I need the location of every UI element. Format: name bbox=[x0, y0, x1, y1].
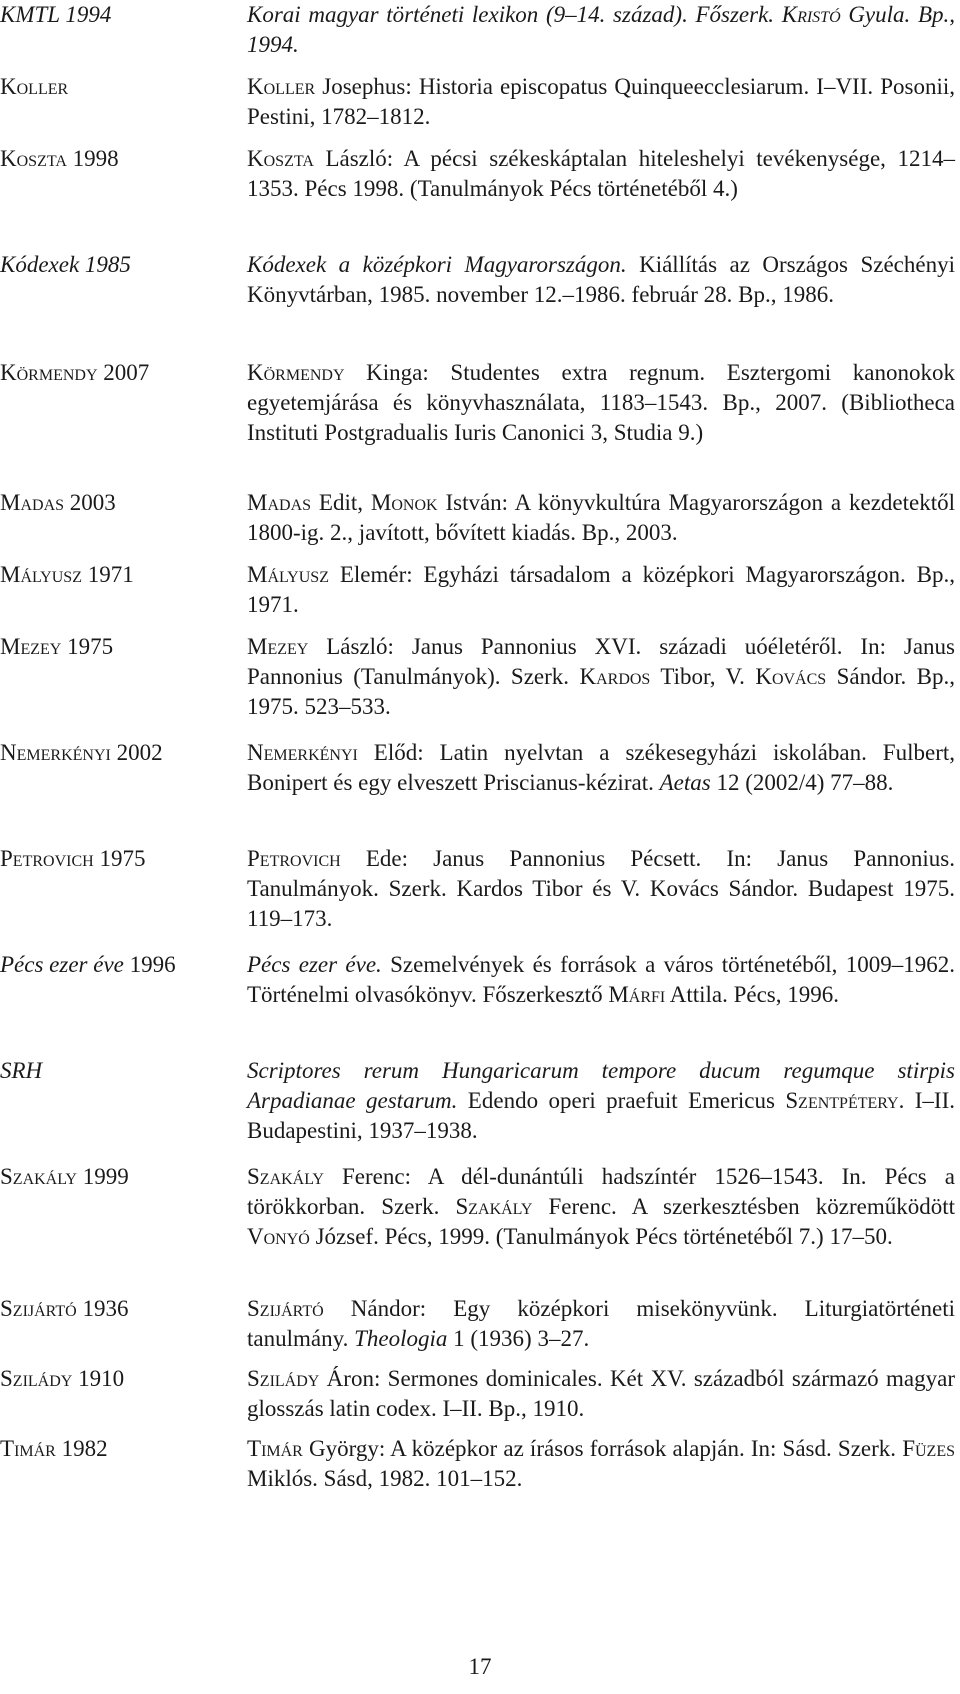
text-run: T bbox=[0, 1436, 15, 1461]
text-run: 2007 bbox=[97, 360, 150, 385]
text-run: S bbox=[247, 1164, 260, 1189]
text-run: M bbox=[0, 490, 21, 515]
text-run: M bbox=[370, 490, 392, 515]
text-run: Korai magyar történeti lexikon (9–14. század). Főszerk. bbox=[247, 2, 782, 27]
text-run: 2003 bbox=[64, 490, 116, 515]
text-run: Gyula. Bp., 1994. bbox=[247, 2, 955, 57]
text-run: zijártó bbox=[259, 1296, 324, 1321]
entry-abbreviation bbox=[0, 1056, 235, 1086]
text-run: S bbox=[247, 1296, 260, 1321]
text-run: K bbox=[247, 74, 264, 99]
entry-abbreviation bbox=[0, 0, 235, 30]
text-run: 12 (2002/4) 77–88. bbox=[710, 770, 894, 795]
text-run: M bbox=[247, 490, 268, 515]
text-run: M bbox=[247, 562, 268, 587]
text-run: F bbox=[902, 1436, 915, 1461]
text-run: Edendo operi praefuit Emericus bbox=[457, 1088, 786, 1113]
text-run: ezey bbox=[20, 634, 62, 659]
text-run: Ferenc. A szerkesztésben közreműködött bbox=[532, 1194, 955, 1219]
text-run: P bbox=[247, 846, 260, 871]
text-run: zentpéte bbox=[798, 1088, 878, 1113]
entry-citation bbox=[247, 950, 955, 1010]
text-run: árfi bbox=[628, 982, 666, 1007]
text-run: Theologia bbox=[354, 1326, 448, 1351]
text-run: etrovich bbox=[12, 846, 94, 871]
text-run: Ferenc: A dél-dunántúli hadszíntér 1526–1543. In. Pécs a törökkorban. Szerk. bbox=[247, 1164, 955, 1219]
text-run: N bbox=[0, 740, 17, 765]
text-run: K bbox=[247, 360, 264, 385]
entry-citation bbox=[247, 358, 955, 448]
text-run: 1975 bbox=[61, 634, 114, 659]
text-run: László: A pécsi székeskáptalan hiteleshelyi tevékenysége, 1214–1353. Pécs 1998. (Tanulmányok Pécs történetéből 4.) bbox=[247, 146, 955, 201]
text-run: Szemelvények és források a város történetéből, 1009–1962. Történelmi olvasókönyv. Főszerkesztő bbox=[247, 952, 955, 1007]
text-run: 1971 bbox=[81, 562, 134, 587]
text-run: 1975 bbox=[93, 846, 146, 871]
entry-citation bbox=[247, 72, 955, 132]
entry-abbreviation bbox=[0, 1434, 235, 1464]
text-run: ristó bbox=[797, 2, 841, 27]
text-run: Kódexek 1985 bbox=[0, 252, 131, 277]
text-run: 1982 bbox=[55, 1436, 108, 1461]
text-run: oller bbox=[16, 74, 69, 99]
text-run: zakály bbox=[259, 1164, 324, 1189]
text-run: K bbox=[0, 146, 17, 171]
entry-citation bbox=[247, 738, 955, 798]
text-run: M bbox=[0, 634, 21, 659]
text-run: Ede: Janus Pannonius Pécsett. In: Janus Pannonius. Tanulmányok. Szerk. Kardos Tibor és V. Kovács Sándor. Budapest 1975. 119–173. bbox=[247, 846, 955, 931]
text-run: imár bbox=[261, 1436, 303, 1461]
text-run: zakály bbox=[12, 1164, 77, 1189]
text-run: Scriptores rerum Hungaricarum tempore ducum regumque stirpis Arpadianae gestarum. bbox=[247, 1058, 955, 1113]
text-run: S bbox=[247, 1366, 260, 1391]
text-run: Aetas bbox=[659, 770, 711, 795]
text-run: üzes bbox=[915, 1436, 955, 1461]
text-run: adas bbox=[20, 490, 65, 515]
entry-citation bbox=[247, 1434, 955, 1494]
text-run: K bbox=[781, 2, 798, 27]
entry-citation bbox=[247, 632, 955, 722]
text-run: 1999 bbox=[76, 1164, 129, 1189]
text-run: Pécs ezer éve. bbox=[247, 952, 382, 977]
text-run: ezey bbox=[267, 634, 309, 659]
text-run: zakály bbox=[468, 1194, 533, 1219]
text-run: Előd: Latin nyelvtan a székesegyházi iskolában. Fulbert, Bonipert és egy elveszett Priscianus-kézirat. bbox=[247, 740, 955, 795]
entry-abbreviation bbox=[0, 560, 235, 590]
entry-abbreviation bbox=[0, 1162, 235, 1192]
text-run: etrovich bbox=[259, 846, 341, 871]
entry-citation bbox=[247, 560, 955, 620]
text-run: M bbox=[247, 634, 268, 659]
text-run: Áron: Sermones dominicales. Két XV. századból származó magyar glosszás latin codex. I–II. Bp., 1910. bbox=[247, 1366, 955, 1421]
text-run: 1996 bbox=[123, 952, 176, 977]
text-run: László: Janus Pannonius XVI. századi uóéletéről. In: Janus Pannonius (Tanulmányok). Szerk. bbox=[247, 634, 955, 689]
text-run: V bbox=[247, 1224, 264, 1249]
entry-abbreviation bbox=[0, 1294, 235, 1324]
text-run: S bbox=[0, 1366, 13, 1391]
text-run: Sándor. Bp., 1975. 523–533. bbox=[247, 664, 956, 719]
text-run: örmendy bbox=[16, 360, 98, 385]
text-run: K bbox=[579, 664, 597, 689]
text-run: S bbox=[455, 1194, 469, 1219]
text-run: oszta bbox=[16, 146, 67, 171]
text-run: oszta bbox=[263, 146, 314, 171]
text-run: emerkényi bbox=[16, 740, 111, 765]
text-run: Kiállítás az Országos Széchényi Könyvtárban, 1985. november 12.–1986. február 28. Bp., 1986. bbox=[247, 252, 955, 307]
entry-abbreviation bbox=[0, 250, 235, 280]
entry-abbreviation bbox=[0, 844, 235, 874]
text-run: . I–II. Budapestini, 1937–1938. bbox=[247, 1088, 956, 1143]
text-run: József. Pécs, 1999. (Tanulmányok Pécs történetéből 7.) 17–50. bbox=[309, 1224, 893, 1249]
entry-abbreviation bbox=[0, 738, 235, 768]
text-run: K bbox=[247, 146, 264, 171]
entry-abbreviation bbox=[0, 144, 235, 174]
text-run: zilády bbox=[259, 1366, 320, 1391]
entry-abbreviation bbox=[0, 358, 235, 388]
text-run: Miklós. Sásd, 1982. 101–152. bbox=[247, 1466, 523, 1491]
text-run: István: A könyvkultúra Magyarországon a kezdetektől 1800-ig. 2., javított, bővített kiadás. Bp., 2003. bbox=[247, 490, 955, 545]
text-run: N bbox=[247, 740, 264, 765]
text-run: emerkényi bbox=[263, 740, 358, 765]
text-run: 1936 bbox=[76, 1296, 129, 1321]
text-run: K bbox=[755, 664, 772, 689]
text-run: ályusz bbox=[267, 562, 329, 587]
entry-abbreviation bbox=[0, 632, 235, 662]
text-run: onok bbox=[391, 490, 438, 515]
entry-citation bbox=[247, 1056, 955, 1146]
entry-citation bbox=[247, 144, 955, 204]
entry-citation bbox=[247, 1364, 955, 1424]
text-run: ardos bbox=[596, 664, 651, 689]
text-run: S bbox=[0, 1296, 13, 1321]
text-run: P bbox=[0, 846, 13, 871]
text-run: M bbox=[0, 562, 21, 587]
entry-citation bbox=[247, 1162, 955, 1252]
text-run: KMTL 1994 bbox=[0, 2, 112, 27]
text-run: Kódexek a középkori Magyarországon. bbox=[247, 252, 627, 277]
entry-citation bbox=[247, 0, 955, 60]
entry-citation bbox=[247, 488, 955, 548]
entry-abbreviation bbox=[0, 488, 235, 518]
text-run: onyó bbox=[263, 1224, 310, 1249]
text-run: ályusz bbox=[20, 562, 82, 587]
entry-citation bbox=[247, 1294, 955, 1354]
text-run: SRH bbox=[0, 1058, 43, 1083]
page-number: 17 bbox=[468, 1654, 492, 1679]
text-run: S bbox=[0, 1164, 13, 1189]
text-run: M bbox=[608, 982, 629, 1007]
text-run: 1910 bbox=[72, 1366, 125, 1391]
text-run: Kinga: Studentes extra regnum. Esztergomi kanonokok egyetemjárása és könyvhasználata, 1183–1543. Bp., 2007. (Bibliotheca Instituti Postgradualis Iuris Canonici 3, Studia 9.) bbox=[247, 360, 955, 445]
text-run: Edit, bbox=[311, 490, 371, 515]
entry-abbreviation bbox=[0, 1364, 235, 1394]
text-run: 1 (1936) 3–27. bbox=[447, 1326, 590, 1351]
text-run: 2002 bbox=[110, 740, 163, 765]
entry-citation bbox=[247, 844, 955, 934]
text-run: Tibor, V. bbox=[650, 664, 756, 689]
entry-abbreviation bbox=[0, 72, 235, 102]
text-run: Pécs ezer éve bbox=[0, 952, 124, 977]
text-run: K bbox=[0, 74, 17, 99]
text-run: Elemér: Egyházi társadalom a középkori Magyarországon. Bp., 1971. bbox=[247, 562, 955, 617]
text-run: zilády bbox=[12, 1366, 73, 1391]
text-run: imár bbox=[14, 1436, 56, 1461]
text-run: 1998 bbox=[66, 146, 119, 171]
text-run: S bbox=[785, 1088, 799, 1113]
text-run: György: A középkor az írásos források alapján. In: Sásd. Szerk. bbox=[302, 1436, 903, 1461]
text-run: Attila. Pécs, 1996. bbox=[665, 982, 840, 1007]
entry-abbreviation bbox=[0, 950, 235, 980]
text-run: adas bbox=[267, 490, 312, 515]
text-run: zijártó bbox=[12, 1296, 77, 1321]
text-run: T bbox=[247, 1436, 262, 1461]
text-run: Nándor: Egy középkori misekönyvünk. Liturgiatörténeti tanulmány. bbox=[247, 1296, 955, 1351]
text-run: oller bbox=[263, 74, 316, 99]
text-run: ovács bbox=[771, 664, 827, 689]
text-run: örmendy bbox=[263, 360, 345, 385]
text-run: ry bbox=[877, 1088, 899, 1113]
entry-citation bbox=[247, 250, 955, 310]
text-run: Josephus: Historia episcopatus Quinqueecclesiarum. I–VII. Posonii, Pestini, 1782–1812. bbox=[247, 74, 955, 129]
text-run: K bbox=[0, 360, 17, 385]
